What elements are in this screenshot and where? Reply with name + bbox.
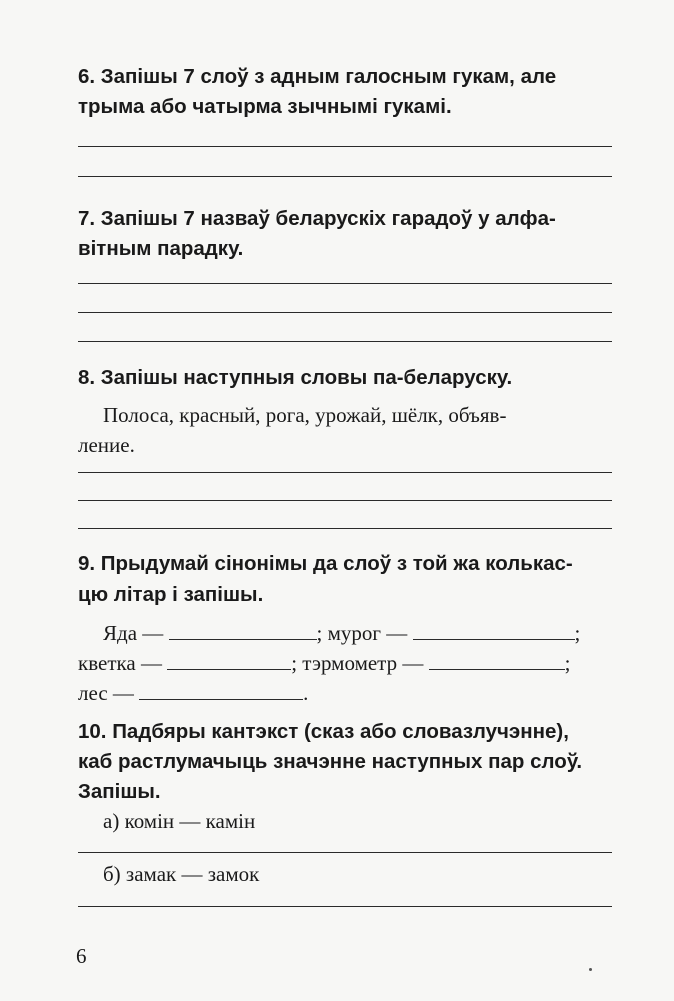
synonym-blank[interactable] [169,619,317,640]
synonym-blank[interactable] [167,649,291,670]
task-10-title-line-3: Запішы. [78,780,161,803]
synonym-word: Яда — [103,621,164,645]
answer-line[interactable] [78,500,612,501]
synonym-row-3 [78,678,614,708]
answer-line[interactable] [78,146,612,147]
synonym-word: лес — [78,681,134,705]
page-number: 6 [76,944,87,968]
answer-line[interactable] [78,176,612,177]
task-10-pair-b: б) замак — замок [103,862,260,886]
synonym-row-2 [78,648,614,678]
separator: ; [574,621,581,645]
synonym-blank[interactable] [429,649,565,670]
task-6-title-line-1: 6. Запішы 7 слоў з адным галосным гукам, але [78,65,557,88]
answer-line[interactable] [78,906,612,907]
print-speck [589,968,592,971]
separator: . [303,681,309,705]
answer-line[interactable] [78,312,612,313]
synonym-word: ; мурог — [316,621,408,645]
task-8-words-line-2: ление. [78,433,135,457]
answer-line[interactable] [78,528,612,529]
synonym-row-1 [78,618,614,648]
synonym-blank[interactable] [139,679,303,700]
task-9-title-line-2: цю літар і запішы. [78,583,264,606]
task-7-title-line-1: 7. Запішы 7 назваў беларускіх гарадоў у алфа- [78,207,556,230]
task-10-pair-a: а) комін — камін [103,809,256,833]
answer-line[interactable] [78,283,612,284]
synonym-blank[interactable] [413,619,575,640]
task-10-title-line-1: 10. Падбяры кантэкст (сказ або словазлучэнне), [78,720,569,743]
synonym-word: ; тэрмометр — [291,651,424,675]
task-10-title-line-2: каб растлумачыць значэнне наступных пар слоў. [78,750,583,773]
answer-line[interactable] [78,852,612,853]
answer-line[interactable] [78,341,612,342]
task-7-title-line-2: вітным парадку. [78,237,244,260]
separator: ; [564,651,571,675]
task-8-words-line-1: Полоса, красный, рога, урожай, шёлк, объяв- [103,403,507,427]
task-6-title-line-2: трыма або чатырма зычнымі гукамі. [78,95,452,118]
task-8-title: 8. Запішы наступныя словы па-беларуску. [78,366,513,389]
task-9-title-line-1: 9. Прыдумай сінонімы да слоў з той жа колькас- [78,552,573,575]
synonym-word: кветка — [78,651,162,675]
answer-line[interactable] [78,472,612,473]
